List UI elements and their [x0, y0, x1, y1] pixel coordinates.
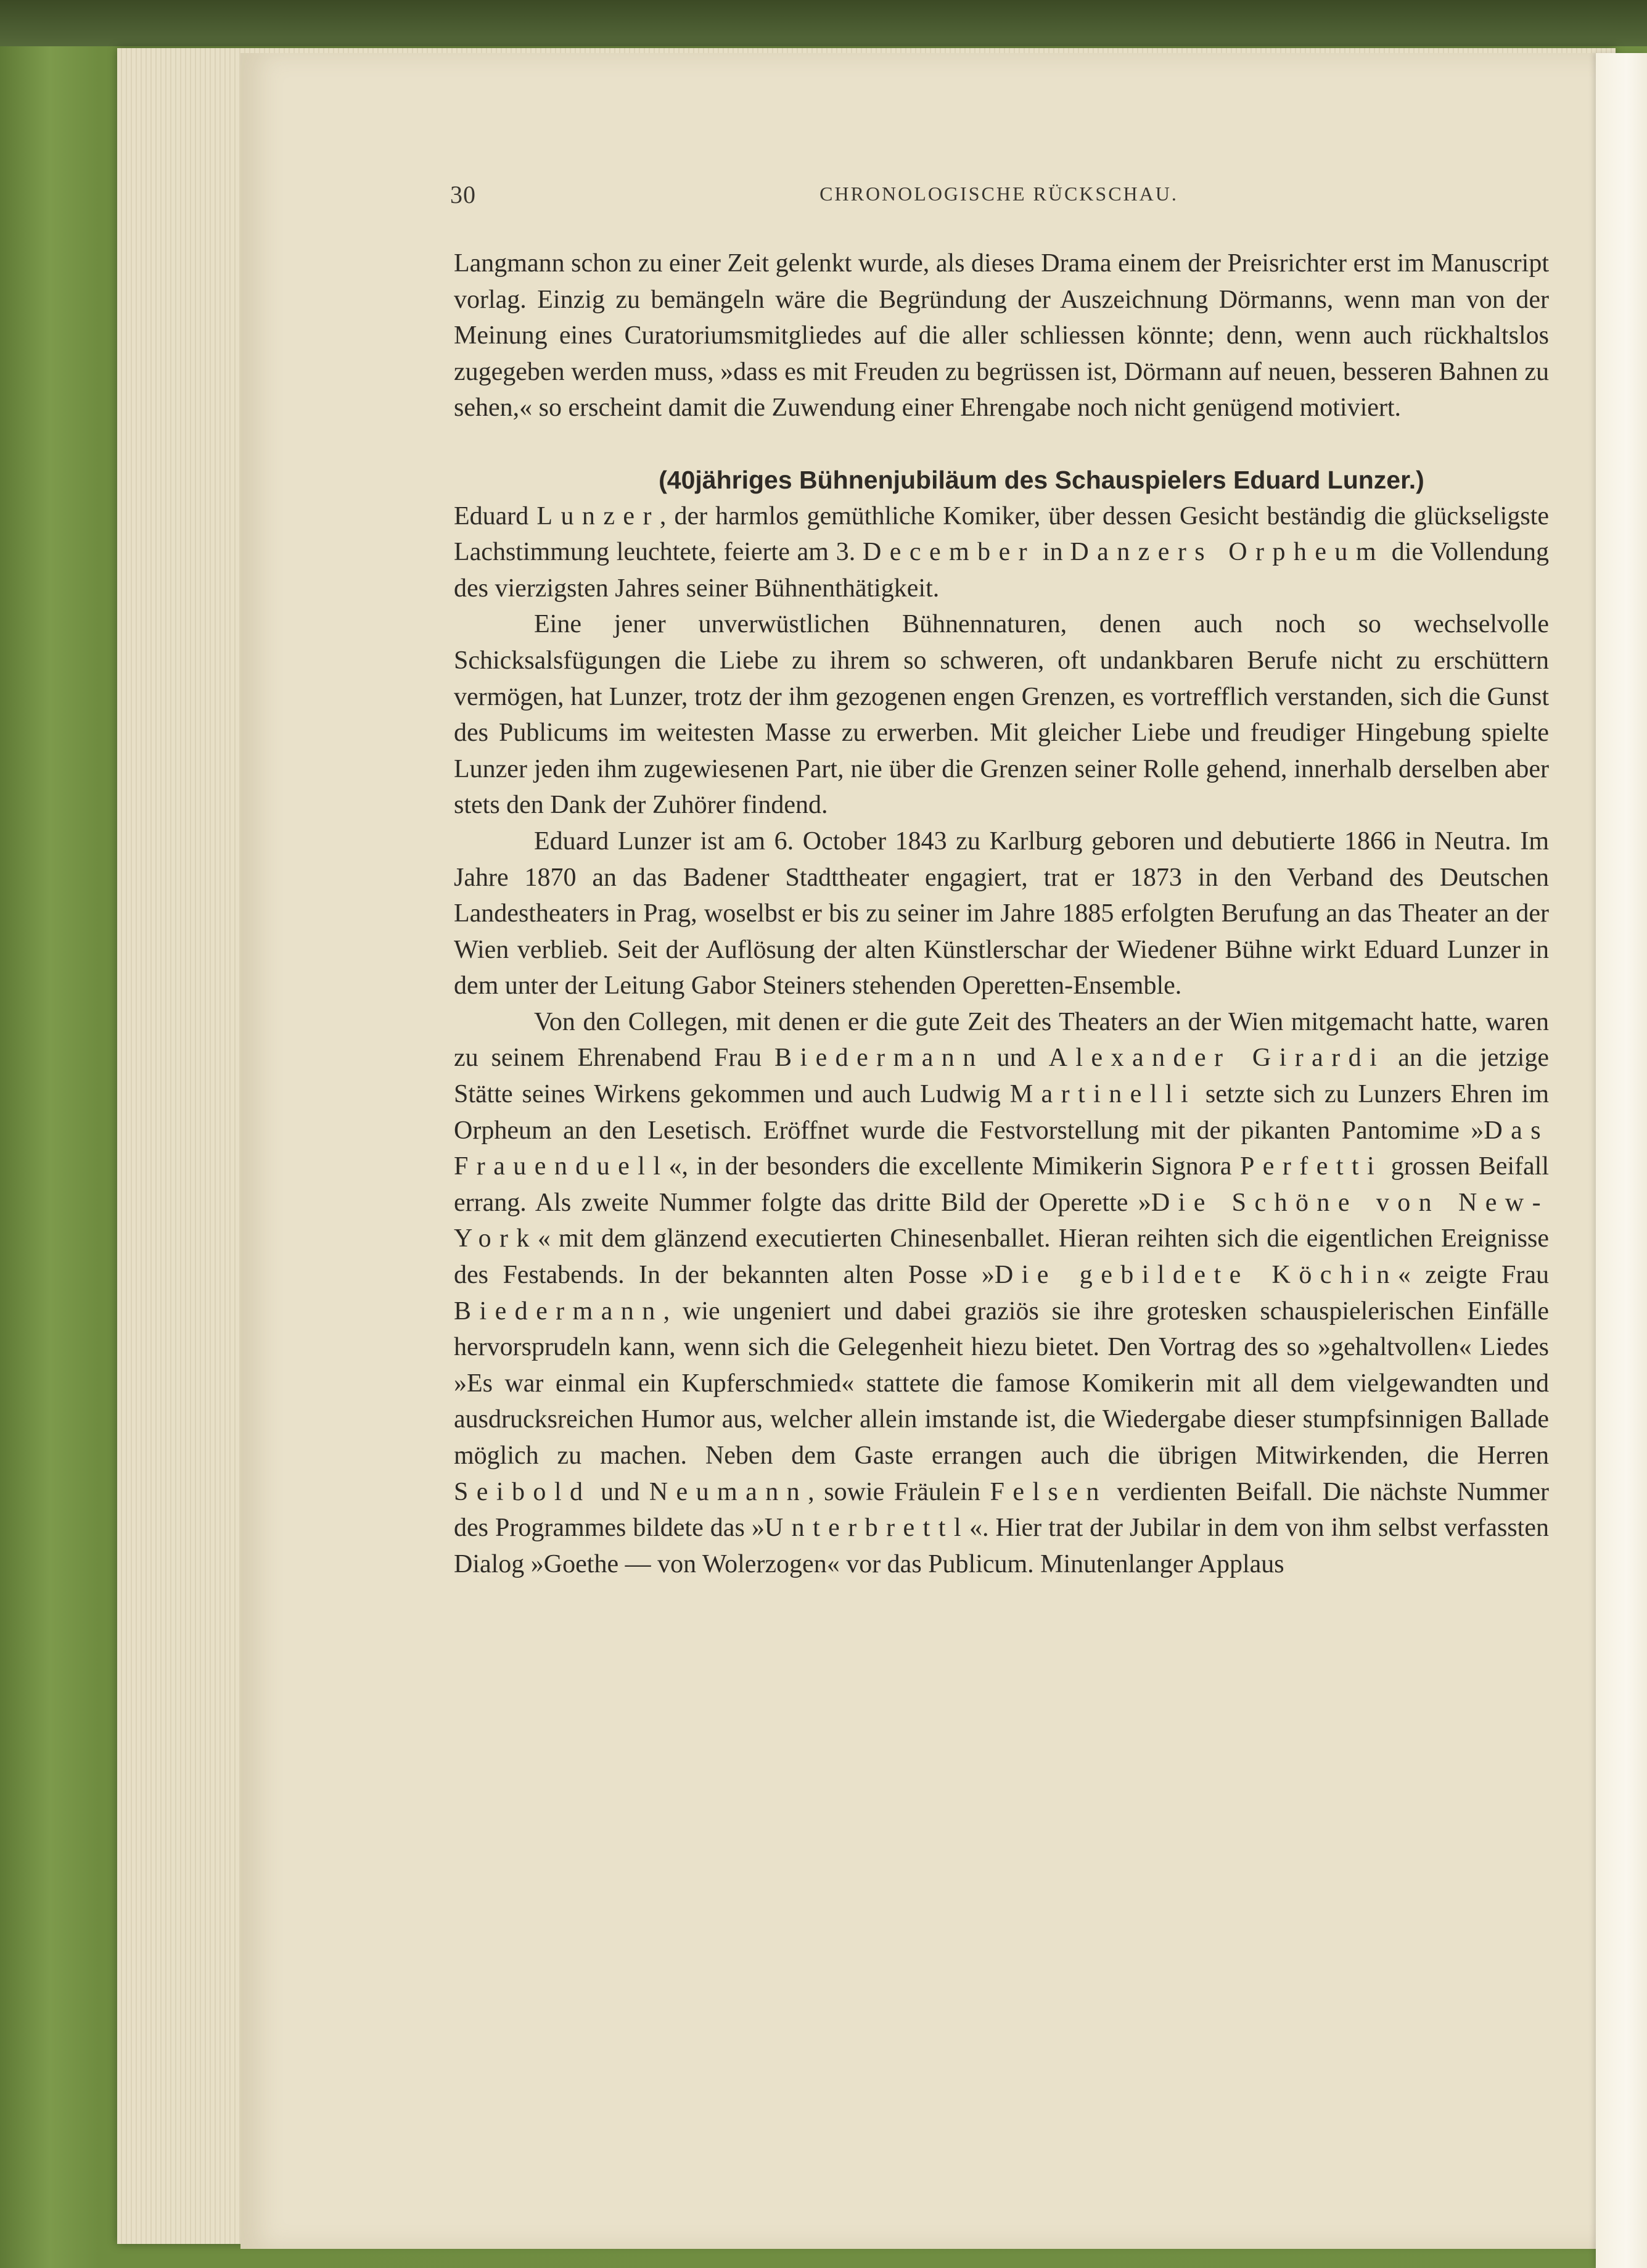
facing-page-edge	[1596, 53, 1647, 2268]
paragraph-intro: Eduard Lunzer, der harmlos gemüthliche Komiker, über dessen Gesicht beständig die glückseligste Lachstimmung leuchtete, feierte am 3. December in Danzers Orpheum die Vollendung des vierzigsten Jahres seiner Bühnenthätigkeit.	[454, 501, 1549, 603]
paragraph-career: Eine jener unverwüstlichen Bühnennaturen, denen auch noch so wechselvolle Schicksalsfügungen die Liebe zu ihrem so schweren, oft undankbaren Berufe nicht zu erschüttern vermögen, hat Lunzer, trotz der ihm gezogenen engen Grenzen, es vortrefflich verstanden, sich die Gunst des Publicums im weitesten Masse zu erwerben. Mit gleicher Liebe und freudiger Hingebung spielte Lunzer jeden ihm zugewiesenen Part, nie über die Grenzen seiner Rolle gehend, innerhalb derselben aber stets den Dank der Zuhörer findend.	[454, 610, 1549, 820]
spaced-month: December	[863, 538, 1036, 567]
body-text	[454, 245, 1549, 1582]
page-number: 30	[450, 181, 476, 208]
running-head	[450, 180, 1548, 211]
spaced-name: Lunzer	[536, 501, 660, 530]
paragraph-continued: Langmann schon zu einer Zeit gelenkt wurde, als dieses Drama einem der Preisrichter erst im Manuscript vorlag. Einzig zu bemängeln wäre die Begründung der Auszeichnung Dörmanns, wenn man von der Meinung eines Curatoriumsmitgliedes auf die aller schliessen könnte; denn, wenn auch rückhaltslos zugegeben werden muss, »dass es mit Freuden zu begrüssen ist, Dörmann auf neuen, besseren Bahnen zu sehen,« so erscheint damit die Zuwendung einer Ehrengabe noch nicht genügend motiviert.	[454, 249, 1549, 423]
running-head-title: CHRONOLOGISCHE RÜCKSCHAU.	[819, 183, 1178, 205]
paragraph-festival: Von den Collegen, mit denen er die gute Zeit des Theaters an der Wien mitgemacht hatte, waren zu seinem Ehrenabend Frau Biedermann und Alexander Girardi an die jetzige Stätte seines Wirkens gekommen und auch Ludwig Martinelli setzte sich zu Lunzers Ehren im Orpheum an den Lesetisch. Eröffnet wurde die Festvorstellung mit der pikanten Pantomime »Das Frauenduell«, in der besonders die excellente Mimikerin Signora Perfetti grossen Beifall errang. Als zweite Nummer folgte das dritte Bild der Operette »Die Schöne von New-York« mit dem glänzend executierten Chinesenballet. Hieran reihten sich die eigentlichen Ereignisse des Festabends. In der bekannten alten Posse »Die gebildete Köchin« zeigte Frau Biedermann, wie ungeniert und dabei graziös sie ihre grotesken schauspielerischen Einfälle hervorsprudeln kann, wenn sich die Gelegenheit hiezu bietet. Den Vortrag des so »gehaltvollen« Liedes »Es war einmal ein Kupferschmied« stattete die famose Komikerin mit all dem vielgewandten und ausdrucksreichen Humor aus, welcher allein imstande ist, die Wiedergabe dieser stumpfsinnigen Ballade möglich zu machen. Neben dem Gaste errangen auch die übrigen Mitwirkenden, die Herren Seibold und Neumann, sowie Fräulein Felsen verdienten Beifall. Die nächste Nummer des Programmes bildete das »Unterbrettl«. Hier trat der Jubilar in dem von ihm selbst verfassten Dialog »Goethe — von Wolerzogen« vor das Publicum. Minutenlanger Applaus	[454, 1007, 1550, 1578]
paragraph-biography: Eduard Lunzer ist am 6. October 1843 zu Karlburg geboren und debutierte 1866 in Neutra. Im Jahre 1870 an das Badener Stadttheater engagiert, trat er 1873 in den Verband des Deutschen Landestheaters in Prag, woselbst er bis zu seiner im Jahre 1885 erfolgten Berufung an das Theater an der Wien verblieb. Seit der Auflösung der alten Künstlerschar der Wiedener Bühne wirkt Eduard Lunzer in dem unter der Leitung Gabor Steiners stehenden Operetten-Ensemble.	[454, 827, 1549, 1000]
section-heading: (40jähriges Bühnenjubiläum des Schauspielers Eduard Lunzer.)	[659, 465, 1424, 494]
cover-top-edge	[0, 0, 1647, 46]
spaced-venue: Danzers Orpheum	[1070, 538, 1384, 567]
